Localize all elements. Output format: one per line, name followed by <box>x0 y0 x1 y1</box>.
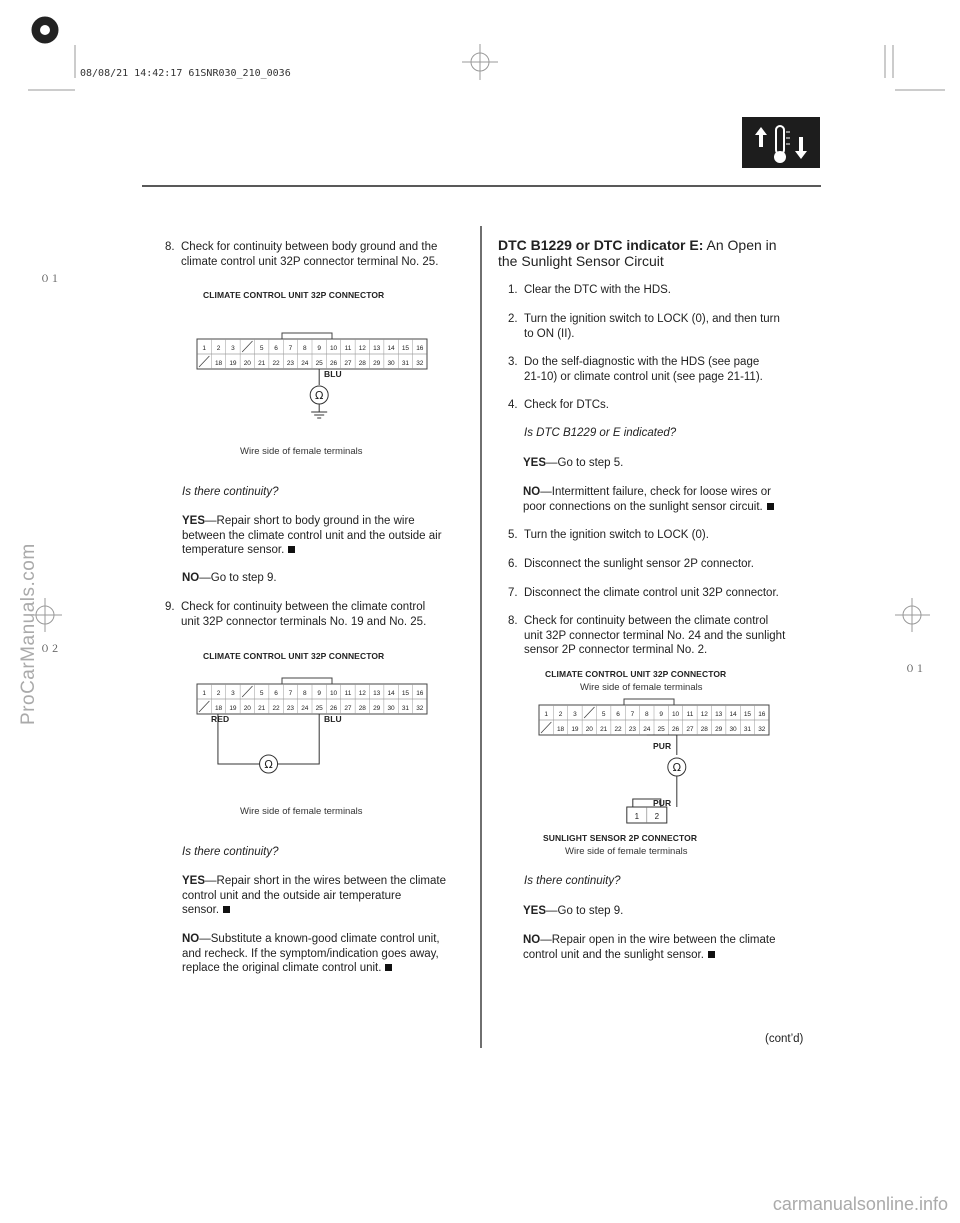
connector-2-wire-left: RED <box>211 714 230 724</box>
step-7-right: 7. Disconnect the climate control unit 32P connector. <box>508 587 779 599</box>
pin-label: 26 <box>329 705 338 712</box>
pin-label: 7 <box>288 345 293 352</box>
pin-label: 7 <box>630 711 635 718</box>
pin-label: 21 <box>600 726 608 733</box>
pin-label: 28 <box>358 360 366 367</box>
ohm-symbol: Ω <box>264 758 273 771</box>
pin-label: 18 <box>214 360 223 367</box>
connector-3-caption: Wire side of female terminals <box>580 682 703 693</box>
answer-yes-3: YES—Go to step 9. <box>523 905 624 917</box>
pin-label: 5 <box>259 690 264 697</box>
answer-yes-1: YES—Repair short to body ground in the wire between the climate control unit and the outside air temperature sensor. <box>182 515 442 556</box>
pin-label: 31 <box>743 726 752 733</box>
pin-label: 11 <box>344 690 352 697</box>
pin-label: 12 <box>700 711 708 718</box>
ohm-symbol: Ω <box>672 761 682 774</box>
margin-mark-right: ０１ <box>905 664 925 675</box>
connector-3-title: CLIMATE CONTROL UNIT 32P CONNECTOR <box>545 669 727 679</box>
pin-label: 29 <box>373 360 381 367</box>
pin-label: 29 <box>373 705 381 712</box>
step-2-right: 2. Turn the ignition switch to LOCK (0), and then turn to ON (II). <box>508 313 780 340</box>
pin-label: 9 <box>317 345 321 352</box>
pin-label: 14 <box>729 711 737 718</box>
answer-no-dtc: NO—Intermittent failure, check for loose wires or poor connections on the sunlight sensor circuit. <box>523 485 813 514</box>
footer-watermark: carmanualsonline.info <box>772 1194 948 1214</box>
pin-label: 14 <box>387 690 395 697</box>
pin-label: 19 <box>229 360 237 367</box>
pin-label: 22 <box>614 726 622 733</box>
pin-label: 13 <box>373 345 381 352</box>
side-watermark: ProCarManuals.com <box>18 543 39 725</box>
thermometer-arrows-icon <box>742 117 820 168</box>
pin-label: 7 <box>288 690 293 697</box>
pin-label: 3 <box>231 690 235 697</box>
pin-label: 13 <box>715 711 723 718</box>
pin-label: 12 <box>358 690 366 697</box>
pin-label: 10 <box>329 345 338 352</box>
pin-label: 27 <box>344 705 352 712</box>
question-continuity-2: Is there continuity? <box>182 846 279 858</box>
pin-label: 2 <box>216 690 221 697</box>
pin-label: 2 <box>558 711 563 718</box>
print-stamp: 08/08/21 14:42:17 61SNR030_210_0036 <box>80 68 291 79</box>
pin-label: 1 <box>544 711 548 718</box>
pin-label: 11 <box>686 711 694 718</box>
pin-label: 20 <box>585 726 593 733</box>
pin-label: 32 <box>416 360 424 367</box>
pin-label: 28 <box>358 705 366 712</box>
pin-label: 1 <box>202 690 206 697</box>
pin-label: 14 <box>387 345 395 352</box>
pin-label: 10 <box>329 690 338 697</box>
sensor-pin-label: 1 <box>634 812 640 821</box>
connector-2-diagram <box>195 672 430 772</box>
pin-label: 26 <box>671 726 680 733</box>
margin-mark-left-top: ０１ <box>40 274 60 285</box>
pin-label: 24 <box>301 705 309 712</box>
answer-yes-2: YES—Repair short in the wires between the climate control unit and the outside air temperature sensor. <box>182 875 446 916</box>
pin-label: 6 <box>274 690 278 697</box>
answer-no-3: NO—Repair open in the wire between the climate control unit and the sunlight sensor. <box>523 934 776 961</box>
answer-no-1: NO—Go to step 9. <box>182 572 277 584</box>
pin-label: 31 <box>401 360 410 367</box>
step-4-right: 4. Check for DTCs. <box>508 399 609 411</box>
sunlight-sensor-title: SUNLIGHT SENSOR 2P CONNECTOR <box>543 833 698 843</box>
pin-label: 15 <box>743 711 752 718</box>
pin-label: 8 <box>645 711 649 718</box>
pin-label: 5 <box>601 711 606 718</box>
connector-3-wire-top: PUR <box>653 741 672 751</box>
temperature-control-icon <box>742 117 820 168</box>
pin-label: 15 <box>401 690 410 697</box>
pin-label: 15 <box>401 345 410 352</box>
pin-label: 22 <box>272 705 280 712</box>
pin-label: 8 <box>303 690 307 697</box>
pin-label: 21 <box>258 360 266 367</box>
pin-label: 29 <box>715 726 723 733</box>
pin-label: 3 <box>231 345 235 352</box>
pin-label: 12 <box>358 345 366 352</box>
step-5-right: 5. Turn the ignition switch to LOCK (0). <box>508 529 709 541</box>
step-8-right: 8. Check for continuity between the climate control unit 32P connector terminal No. 24 and the sunlight sensor 2P connector terminal No. 2. <box>508 615 786 656</box>
pin-label: 13 <box>373 690 381 697</box>
pin-label: 18 <box>556 726 565 733</box>
margin-mark-left-bottom: ０２ <box>40 644 60 655</box>
pin-label: 9 <box>659 711 663 718</box>
pin-label: 9 <box>317 690 321 697</box>
pin-label: 26 <box>329 360 338 367</box>
pin-label: 32 <box>758 726 766 733</box>
pin-label: 1 <box>202 345 206 352</box>
pin-label: 25 <box>315 360 323 367</box>
question-continuity-1: Is there continuity? <box>182 486 279 498</box>
connector-1-title: CLIMATE CONTROL UNIT 32P CONNECTOR <box>203 290 385 300</box>
pin-label: 20 <box>243 360 251 367</box>
step-8-left: 8. Check for continuity between body ground and the climate control unit 32P connector terminal No. 25. <box>165 241 439 268</box>
pin-label: 27 <box>344 360 352 367</box>
answer-no-2: NO—Substitute a known-good climate control unit, and recheck. If the symptom/indication goes away, replace the original climate control unit. <box>182 933 440 974</box>
connector-1-diagram <box>195 327 430 422</box>
connector-tab <box>282 333 332 339</box>
connector-2-wire-right: BLU <box>324 714 342 724</box>
pin-label: 21 <box>258 705 266 712</box>
step-9-left: 9. Check for continuity between the climate control unit 32P connector terminals No. 19 and No. 25. <box>165 601 427 628</box>
pin-label: 22 <box>272 360 280 367</box>
step-1-right: 1. Clear the DTC with the HDS. <box>508 284 671 296</box>
connector-2-title: CLIMATE CONTROL UNIT 32P CONNECTOR <box>203 651 385 661</box>
connector-1-wire-color: BLU <box>324 369 342 379</box>
connector-tab <box>624 699 674 705</box>
pin-label: 6 <box>274 345 278 352</box>
pin-label: 18 <box>214 705 223 712</box>
continued-note: (cont’d) <box>765 1033 804 1045</box>
pin-label: 20 <box>243 705 251 712</box>
connector-3-wire-bottom: PUR <box>653 798 672 808</box>
pin-label: 19 <box>571 726 579 733</box>
section-heading: DTC B1229 or DTC indicator E: An Open in the Sunlight Sensor Circuit <box>498 237 777 269</box>
step-3-right: 3. Do the self-diagnostic with the HDS (see page 21-10) or climate control unit (see page 21-11). <box>508 356 763 383</box>
pin-label: 6 <box>616 711 620 718</box>
pin-label: 23 <box>286 705 295 712</box>
pin-label: 25 <box>657 726 665 733</box>
pin-label: 24 <box>643 726 651 733</box>
pin-label: 5 <box>259 345 264 352</box>
answer-yes-dtc: YES—Go to step 5. <box>523 457 624 469</box>
sensor-pin-label: 2 <box>654 812 660 821</box>
sunlight-sensor-caption: Wire side of female terminals <box>565 846 688 857</box>
pin-label: 16 <box>758 711 766 718</box>
pin-label: 31 <box>401 705 410 712</box>
pin-label: 19 <box>229 705 237 712</box>
ohm-symbol: Ω <box>314 389 324 402</box>
question-dtc-indicated: Is DTC B1229 or E indicated? <box>524 427 677 439</box>
pin-label: 23 <box>628 726 637 733</box>
pin-label: 2 <box>216 345 221 352</box>
pin-label: 32 <box>416 705 424 712</box>
pin-label: 11 <box>344 345 352 352</box>
pin-label: 30 <box>729 726 737 733</box>
connector-3-diagram <box>537 675 772 835</box>
step-6-right: 6. Disconnect the sunlight sensor 2P connector. <box>508 558 754 570</box>
pin-label: 27 <box>686 726 694 733</box>
pin-label: 16 <box>416 690 424 697</box>
pin-label: 28 <box>700 726 708 733</box>
pin-label: 25 <box>315 705 323 712</box>
connector-1-caption: Wire side of female terminals <box>240 446 363 457</box>
pin-label: 16 <box>416 345 424 352</box>
question-continuity-3: Is there continuity? <box>524 875 621 887</box>
connector-2-caption: Wire side of female terminals <box>240 806 363 817</box>
connector-tab <box>282 678 332 684</box>
pin-label: 8 <box>303 345 307 352</box>
pin-label: 23 <box>286 360 295 367</box>
pin-label: 10 <box>671 711 680 718</box>
pin-label: 30 <box>387 360 395 367</box>
pin-label: 3 <box>573 711 577 718</box>
pin-label: 24 <box>301 360 309 367</box>
pin-label: 30 <box>387 705 395 712</box>
